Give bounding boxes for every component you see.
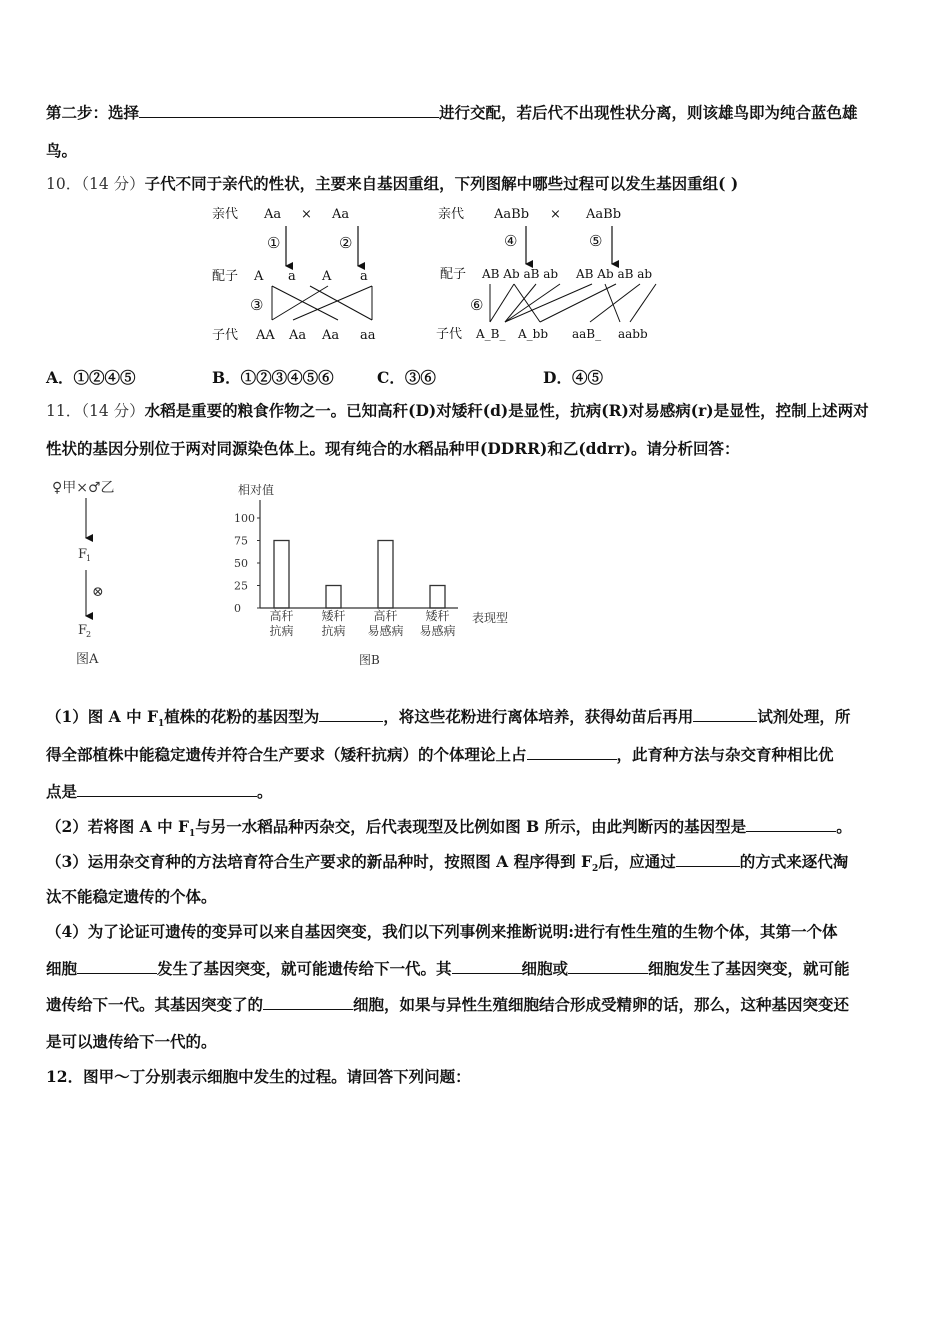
step-number: ④ xyxy=(504,232,518,250)
gamete-set: AB Ab aB ab xyxy=(482,267,559,281)
q11-part4-line4: 是可以遗传给下一代的。 xyxy=(46,1032,217,1051)
figure-a-flowchart xyxy=(48,478,148,668)
q11-part1-line3: 点是 。 xyxy=(46,782,273,801)
offspring-genotype: A_bb xyxy=(518,327,549,341)
selfing-symbol: ⊗ xyxy=(92,584,104,600)
answer-blank[interactable] xyxy=(77,958,157,974)
cross-label: ♀甲×♂乙 xyxy=(52,480,115,496)
y-tick-label: 75 xyxy=(234,534,248,548)
offspring-genotype: AA xyxy=(256,328,275,343)
q9-step2-text: 进行交配，若后代不出现性状分离，则该雄鸟即为纯合蓝色雄 xyxy=(439,103,858,122)
cross-symbol: × xyxy=(301,207,312,222)
step-number: ③ xyxy=(250,296,264,314)
question-text: 水稻是重要的粮食作物之一。已知高秆(D)对矮秆(d)是显性，抗病(R)对易感病(r)是显性，控制上述两对 xyxy=(144,401,869,420)
y-tick-label: 25 xyxy=(234,579,248,593)
answer-blank[interactable] xyxy=(746,816,836,832)
answer-blank[interactable] xyxy=(263,994,353,1010)
gamete-label: 配子 xyxy=(212,269,239,284)
q11-part1-line2: 得全部植株中能稳定遗传并符合生产要求（矮秆抗病）的个体理论上占 ，此育种方法与杂交育种相比优 xyxy=(46,745,834,764)
q12-stem: 12．图甲～丁分别表示细胞中发生的过程。请回答下列问题： xyxy=(46,1067,471,1086)
y-tick-label: 100 xyxy=(234,512,255,525)
x-category-label: 抗病 xyxy=(269,624,294,638)
question-text: 子代不同于亲代的性状，主要来自基因重组，下列图解中哪些过程可以发生基因重组( ) xyxy=(144,174,739,193)
y-tick-label: 50 xyxy=(234,557,248,570)
parent-genotype: AaBb xyxy=(494,207,530,222)
q11-stem xyxy=(46,399,869,421)
step-number: ⑤ xyxy=(589,232,603,250)
parent-label: 亲代 xyxy=(212,207,239,222)
x-category-label: 高秆 xyxy=(269,609,294,623)
q11-part2: （2）若将图 A 中 $F_1$与另一水稻品种丙杂交，后代表现型及比例如图 B 所示，由此判断丙的基因型是 。 xyxy=(46,817,852,840)
gamete: A xyxy=(322,269,332,284)
q11-part4-line1: （4）为了论证可遗传的变异可以来自基因突变，我们以下列事例来推断说明:进行有性生殖的生物个体，其第一个体 xyxy=(46,922,838,941)
x-category-label: 矮秆 xyxy=(425,609,450,623)
question-number: 11．（14 分） xyxy=(46,402,145,420)
gamete-set: AB Ab aB ab xyxy=(576,267,653,281)
offspring-label: 子代 xyxy=(436,327,463,342)
x-category-label: 高秆 xyxy=(373,609,398,623)
answer-blank[interactable] xyxy=(452,958,522,974)
answer-blank[interactable] xyxy=(527,744,617,760)
parent-genotype: AaBb xyxy=(586,207,622,222)
gamete: a xyxy=(288,269,296,284)
offspring-label: 子代 xyxy=(212,328,239,343)
q11-part1-line1: （1）图 A 中 $F_1$植株的花粉的基因型为 ，将这些花粉进行离体培养，获得幼苗后再用 试剂处理，所 xyxy=(46,707,851,730)
step-number: ⑥ xyxy=(470,296,484,314)
answer-blank[interactable] xyxy=(77,781,257,797)
bar xyxy=(430,586,445,609)
x-category-label: 抗病 xyxy=(321,624,346,638)
q11-part4-line2: 细胞 发生了基因突变，就可能遗传给下一代。其 细胞或 细胞发生了基因突变，就可能 xyxy=(46,959,850,978)
option-b[interactable]: B．①②③④⑤⑥ xyxy=(212,368,334,387)
figure-b-bar-chart xyxy=(226,478,526,670)
q11-part4-line3: 遗传给下一代。其基因突变了的 细胞，如果与异性生殖细胞结合形成受精卵的话，那么，这种基因突变还 xyxy=(46,995,850,1014)
offspring-genotype: Aa xyxy=(289,328,307,343)
q11-part3-line1: （3）运用杂交育种的方法培育符合生产要求的新品种时，按照图 A 程序得到 $F_2$后，应通过 的方式来逐代淘 xyxy=(46,852,849,875)
answer-blank[interactable] xyxy=(319,706,383,722)
step-number: ① xyxy=(267,234,281,252)
f1-subscript: 1 xyxy=(86,554,92,563)
answer-blank[interactable] xyxy=(568,958,648,974)
gamete: A xyxy=(254,269,264,284)
y-tick-label: 0 xyxy=(234,602,241,615)
q10-stem xyxy=(46,172,738,194)
diagram-right xyxy=(436,206,656,342)
step-number: ② xyxy=(339,234,353,252)
f1-label: F xyxy=(78,547,88,562)
bar xyxy=(378,541,393,609)
option-a[interactable]: A．①②④⑤ xyxy=(46,368,136,387)
offspring-genotype: aaB_ xyxy=(572,327,602,341)
bar xyxy=(326,586,341,609)
q9-step2-end: 鸟。 xyxy=(46,141,78,160)
y-axis-label: 相对值 xyxy=(238,483,275,497)
parent-genotype: Aa xyxy=(264,207,282,222)
q9-step2-text: 第二步：选择 xyxy=(46,103,140,122)
cross-symbol: × xyxy=(550,207,561,222)
x-axis-label: 表现型 xyxy=(472,611,509,625)
answer-blank[interactable] xyxy=(139,102,439,118)
parent-label: 亲代 xyxy=(438,207,465,222)
q9-step2-line xyxy=(46,101,858,123)
diagram-left xyxy=(212,206,376,343)
answer-blank[interactable] xyxy=(693,706,757,722)
answer-blank[interactable] xyxy=(676,851,740,867)
offspring-genotype: aa xyxy=(360,328,376,343)
option-d[interactable]: D．④⑤ xyxy=(543,368,603,387)
combination-lines xyxy=(272,286,372,320)
parent-genotype: Aa xyxy=(332,207,350,222)
x-category-label: 易感病 xyxy=(419,624,456,638)
q11-stem-2: 性状的基因分别位于两对同源染色体上。现有纯合的水稻品种甲(DDRR)和乙(ddrr)。请分析回答： xyxy=(46,439,740,458)
figure-caption: 图A xyxy=(76,652,99,667)
bar xyxy=(274,541,289,609)
question-number: 10．（14 分） xyxy=(46,175,145,193)
offspring-genotype: A_B_ xyxy=(476,327,506,341)
offspring-genotype: Aa xyxy=(322,328,340,343)
x-category-label: 易感病 xyxy=(367,624,404,638)
f2-subscript: 2 xyxy=(86,630,92,639)
combination-lines xyxy=(490,284,656,322)
f2-label: F xyxy=(78,623,88,638)
option-c[interactable]: C．③⑥ xyxy=(377,368,436,387)
offspring-genotype: aabb xyxy=(618,327,648,341)
figure-caption: 图B xyxy=(359,653,380,667)
x-category-label: 矮秆 xyxy=(321,609,346,623)
gamete-label: 配子 xyxy=(440,267,467,282)
q11-part3-line2: 汰不能稳定遗传的个体。 xyxy=(46,887,217,906)
genetic-cross-diagram xyxy=(200,196,680,348)
gamete: a xyxy=(360,269,368,284)
